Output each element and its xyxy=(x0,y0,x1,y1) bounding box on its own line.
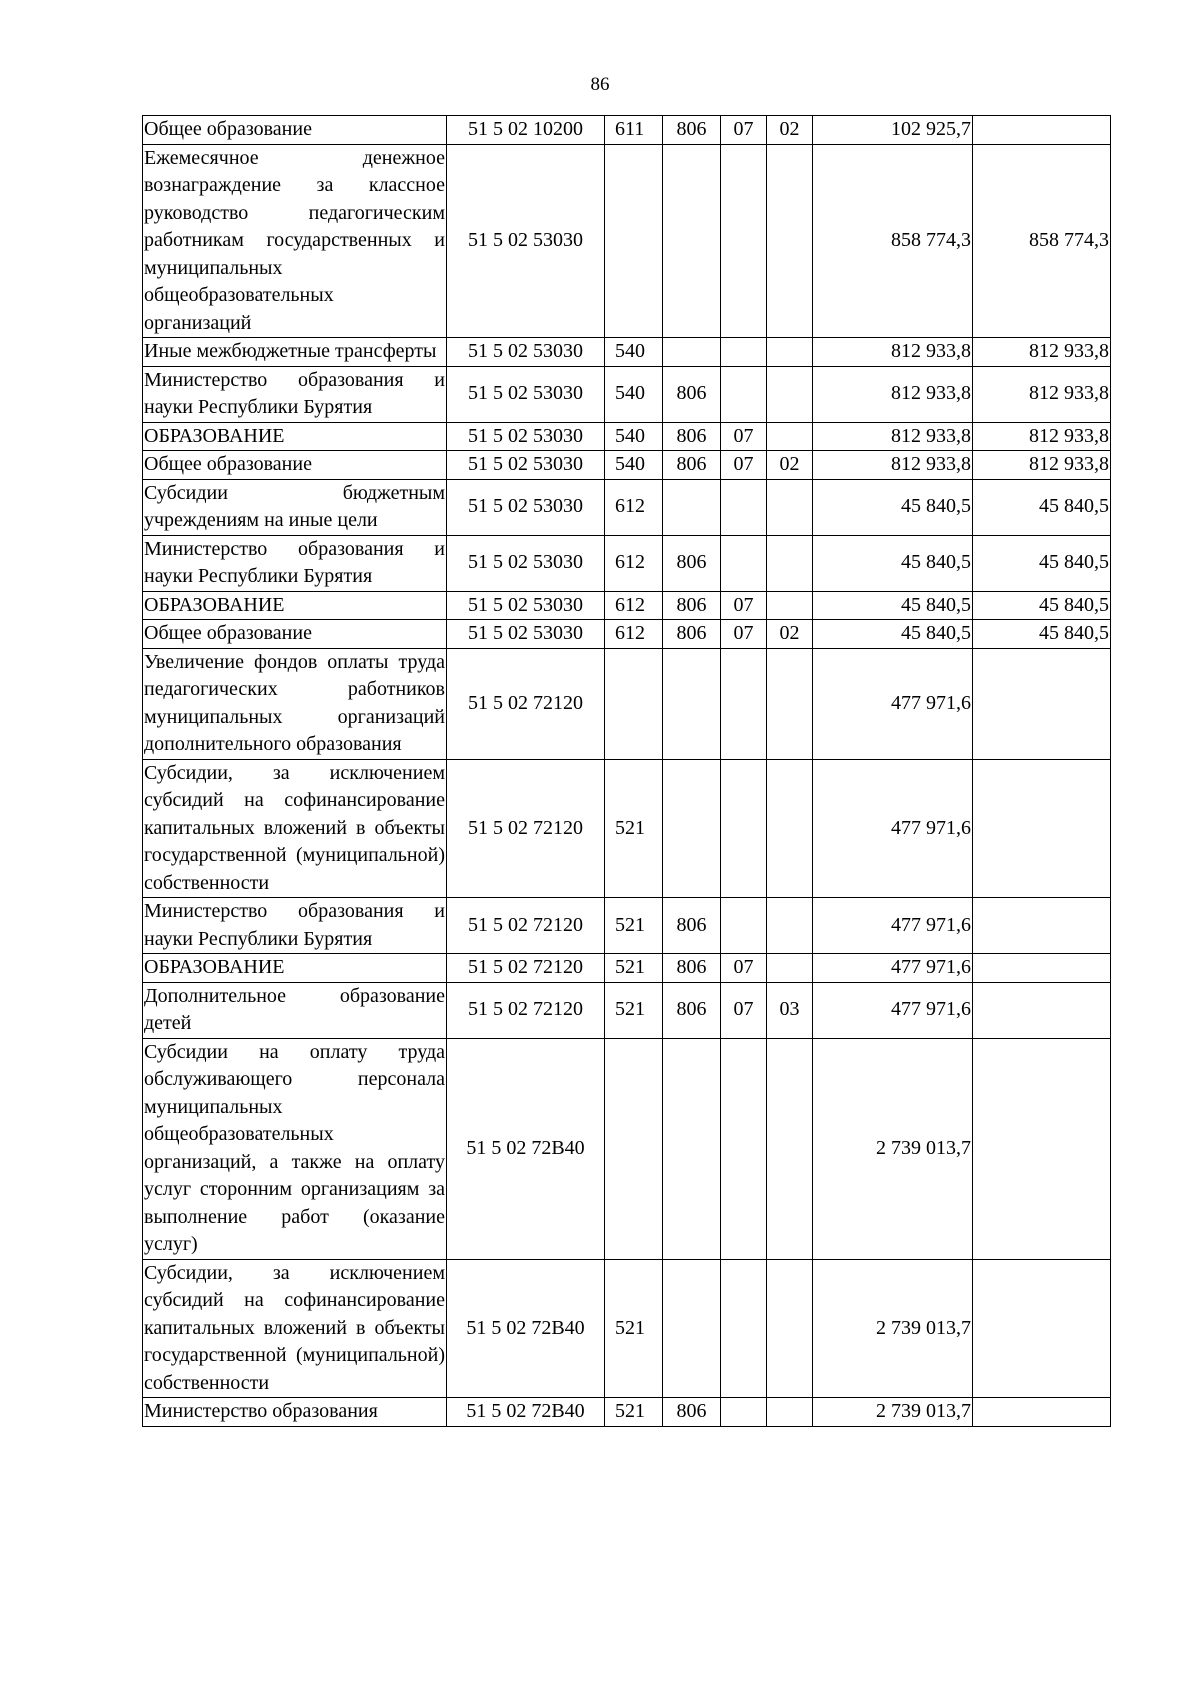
target-article-cell: 51 5 02 72В40 xyxy=(447,1259,605,1398)
subsection-cell xyxy=(767,338,813,367)
administrator-cell: 806 xyxy=(663,982,721,1038)
row-name-cell: Министерство образования xyxy=(143,1398,447,1427)
subsection-cell: 03 xyxy=(767,982,813,1038)
administrator-cell: 806 xyxy=(663,535,721,591)
target-article-cell: 51 5 02 72120 xyxy=(447,759,605,898)
expense-type-cell: 521 xyxy=(605,1259,663,1398)
federal-amount-cell: 812 933,8 xyxy=(973,338,1111,367)
amount-cell: 2 739 013,7 xyxy=(813,1398,973,1427)
row-name-cell: Общее образование xyxy=(143,116,447,145)
amount-cell: 102 925,7 xyxy=(813,116,973,145)
section-cell: 07 xyxy=(721,591,767,620)
amount-cell: 477 971,6 xyxy=(813,898,973,954)
row-name-cell: Субсидии, за исключением субсидий на софинансирование капитальных вложений в объекты государственной (муниципальной) собственности xyxy=(143,1259,447,1398)
administrator-cell: 806 xyxy=(663,954,721,983)
federal-amount-cell xyxy=(973,648,1111,759)
section-cell xyxy=(721,535,767,591)
amount-cell: 45 840,5 xyxy=(813,591,973,620)
target-article-cell: 51 5 02 53030 xyxy=(447,620,605,649)
federal-amount-cell: 812 933,8 xyxy=(973,422,1111,451)
subsection-cell: 02 xyxy=(767,451,813,480)
target-article-cell: 51 5 02 10200 xyxy=(447,116,605,145)
amount-cell: 477 971,6 xyxy=(813,954,973,983)
subsection-cell xyxy=(767,479,813,535)
table-row xyxy=(143,759,1111,898)
table-row xyxy=(143,479,1111,535)
federal-amount-cell xyxy=(973,116,1111,145)
section-cell: 07 xyxy=(721,116,767,145)
subsection-cell xyxy=(767,535,813,591)
subsection-cell xyxy=(767,366,813,422)
federal-amount-cell: 812 933,8 xyxy=(973,451,1111,480)
administrator-cell xyxy=(663,1259,721,1398)
target-article-cell: 51 5 02 72120 xyxy=(447,898,605,954)
administrator-cell: 806 xyxy=(663,116,721,145)
amount-cell: 477 971,6 xyxy=(813,759,973,898)
administrator-cell: 806 xyxy=(663,451,721,480)
table-row xyxy=(143,1398,1111,1427)
expense-type-cell: 521 xyxy=(605,759,663,898)
expense-type-cell: 612 xyxy=(605,591,663,620)
administrator-cell xyxy=(663,759,721,898)
administrator-cell xyxy=(663,338,721,367)
table-row xyxy=(143,954,1111,983)
administrator-cell: 806 xyxy=(663,422,721,451)
budget-table xyxy=(142,115,1111,1427)
row-name-cell: Дополнительное образование детей xyxy=(143,982,447,1038)
table-row xyxy=(143,116,1111,145)
section-cell xyxy=(721,479,767,535)
target-article-cell: 51 5 02 53030 xyxy=(447,144,605,338)
federal-amount-cell xyxy=(973,954,1111,983)
expense-type-cell: 540 xyxy=(605,366,663,422)
subsection-cell: 02 xyxy=(767,620,813,649)
amount-cell: 477 971,6 xyxy=(813,648,973,759)
row-name-cell: Министерство образования и науки Республики Бурятия xyxy=(143,535,447,591)
administrator-cell: 806 xyxy=(663,591,721,620)
expense-type-cell xyxy=(605,648,663,759)
row-name-cell: Иные межбюджетные трансферты xyxy=(143,338,447,367)
table-row xyxy=(143,422,1111,451)
administrator-cell: 806 xyxy=(663,898,721,954)
section-cell xyxy=(721,648,767,759)
subsection-cell xyxy=(767,1398,813,1427)
row-name-cell: ОБРАЗОВАНИЕ xyxy=(143,422,447,451)
table-row xyxy=(143,982,1111,1038)
federal-amount-cell xyxy=(973,982,1111,1038)
federal-amount-cell xyxy=(973,759,1111,898)
administrator-cell: 806 xyxy=(663,620,721,649)
row-name-cell: Субсидии, за исключением субсидий на софинансирование капитальных вложений в объекты государственной (муниципальной) собственности xyxy=(143,759,447,898)
target-article-cell: 51 5 02 53030 xyxy=(447,422,605,451)
expense-type-cell: 521 xyxy=(605,982,663,1038)
target-article-cell: 51 5 02 72120 xyxy=(447,982,605,1038)
subsection-cell xyxy=(767,648,813,759)
table-row xyxy=(143,648,1111,759)
section-cell: 07 xyxy=(721,620,767,649)
amount-cell: 812 933,8 xyxy=(813,366,973,422)
subsection-cell xyxy=(767,898,813,954)
expense-type-cell: 521 xyxy=(605,898,663,954)
subsection-cell xyxy=(767,144,813,338)
section-cell xyxy=(721,1398,767,1427)
amount-cell: 2 739 013,7 xyxy=(813,1038,973,1259)
table-row xyxy=(143,620,1111,649)
subsection-cell xyxy=(767,954,813,983)
row-name-cell: ОБРАЗОВАНИЕ xyxy=(143,954,447,983)
subsection-cell xyxy=(767,422,813,451)
target-article-cell: 51 5 02 53030 xyxy=(447,535,605,591)
target-article-cell: 51 5 02 72120 xyxy=(447,954,605,983)
amount-cell: 45 840,5 xyxy=(813,479,973,535)
federal-amount-cell xyxy=(973,1259,1111,1398)
federal-amount-cell xyxy=(973,898,1111,954)
row-name-cell: Субсидии бюджетным учреждениям на иные цели xyxy=(143,479,447,535)
table-row xyxy=(143,1038,1111,1259)
amount-cell: 45 840,5 xyxy=(813,535,973,591)
administrator-cell xyxy=(663,144,721,338)
target-article-cell: 51 5 02 53030 xyxy=(447,366,605,422)
target-article-cell: 51 5 02 53030 xyxy=(447,451,605,480)
expense-type-cell: 521 xyxy=(605,954,663,983)
federal-amount-cell xyxy=(973,1398,1111,1427)
federal-amount-cell: 45 840,5 xyxy=(973,535,1111,591)
expense-type-cell xyxy=(605,1038,663,1259)
expense-type-cell: 540 xyxy=(605,422,663,451)
row-name-cell: Увеличение фондов оплаты труда педагогических работников муниципальных организаций дополнительного образования xyxy=(143,648,447,759)
federal-amount-cell xyxy=(973,1038,1111,1259)
administrator-cell: 806 xyxy=(663,1398,721,1427)
section-cell xyxy=(721,898,767,954)
federal-amount-cell: 45 840,5 xyxy=(973,591,1111,620)
subsection-cell xyxy=(767,759,813,898)
section-cell xyxy=(721,759,767,898)
subsection-cell xyxy=(767,1259,813,1398)
table-body xyxy=(143,116,1111,1427)
row-name-cell: Общее образование xyxy=(143,451,447,480)
target-article-cell: 51 5 02 72В40 xyxy=(447,1398,605,1427)
target-article-cell: 51 5 02 53030 xyxy=(447,338,605,367)
amount-cell: 2 739 013,7 xyxy=(813,1259,973,1398)
amount-cell: 812 933,8 xyxy=(813,451,973,480)
section-cell: 07 xyxy=(721,422,767,451)
row-name-cell: Министерство образования и науки Республики Бурятия xyxy=(143,366,447,422)
federal-amount-cell: 45 840,5 xyxy=(973,479,1111,535)
page-number: 86 xyxy=(590,74,610,95)
table-row xyxy=(143,535,1111,591)
subsection-cell xyxy=(767,1038,813,1259)
table-row xyxy=(143,366,1111,422)
section-cell xyxy=(721,1259,767,1398)
expense-type-cell: 612 xyxy=(605,620,663,649)
expense-type-cell: 612 xyxy=(605,479,663,535)
row-name-cell: ОБРАЗОВАНИЕ xyxy=(143,591,447,620)
federal-amount-cell: 858 774,3 xyxy=(973,144,1111,338)
amount-cell: 812 933,8 xyxy=(813,422,973,451)
amount-cell: 812 933,8 xyxy=(813,338,973,367)
table-row xyxy=(143,451,1111,480)
target-article-cell: 51 5 02 72В40 xyxy=(447,1038,605,1259)
federal-amount-cell: 45 840,5 xyxy=(973,620,1111,649)
table-row xyxy=(143,1259,1111,1398)
section-cell xyxy=(721,144,767,338)
amount-cell: 477 971,6 xyxy=(813,982,973,1038)
row-name-cell: Министерство образования и науки Республики Бурятия xyxy=(143,898,447,954)
expense-type-cell: 611 xyxy=(605,116,663,145)
amount-cell: 858 774,3 xyxy=(813,144,973,338)
section-cell: 07 xyxy=(721,451,767,480)
expense-type-cell: 540 xyxy=(605,451,663,480)
section-cell xyxy=(721,338,767,367)
subsection-cell xyxy=(767,591,813,620)
row-name-cell: Общее образование xyxy=(143,620,447,649)
section-cell: 07 xyxy=(721,954,767,983)
expense-type-cell: 612 xyxy=(605,535,663,591)
expense-type-cell xyxy=(605,144,663,338)
target-article-cell: 51 5 02 53030 xyxy=(447,591,605,620)
row-name-cell: Субсидии на оплату труда обслуживающего персонала муниципальных общеобразовательных организаций, а также на оплату услуг сторонним организациям за выполнение работ (оказание услуг) xyxy=(143,1038,447,1259)
section-cell xyxy=(721,366,767,422)
table-row xyxy=(143,898,1111,954)
administrator-cell: 806 xyxy=(663,366,721,422)
amount-cell: 45 840,5 xyxy=(813,620,973,649)
target-article-cell: 51 5 02 53030 xyxy=(447,479,605,535)
table-row xyxy=(143,144,1111,338)
administrator-cell xyxy=(663,1038,721,1259)
row-name-cell: Ежемесячное денежное вознаграждение за классное руководство педагогическим работникам государственных и муниципальных общеобразовательных организаций xyxy=(143,144,447,338)
target-article-cell: 51 5 02 72120 xyxy=(447,648,605,759)
section-cell xyxy=(721,1038,767,1259)
section-cell: 07 xyxy=(721,982,767,1038)
subsection-cell: 02 xyxy=(767,116,813,145)
federal-amount-cell: 812 933,8 xyxy=(973,366,1111,422)
administrator-cell xyxy=(663,479,721,535)
expense-type-cell: 521 xyxy=(605,1398,663,1427)
administrator-cell xyxy=(663,648,721,759)
table-row xyxy=(143,591,1111,620)
expense-type-cell: 540 xyxy=(605,338,663,367)
table-row xyxy=(143,338,1111,367)
